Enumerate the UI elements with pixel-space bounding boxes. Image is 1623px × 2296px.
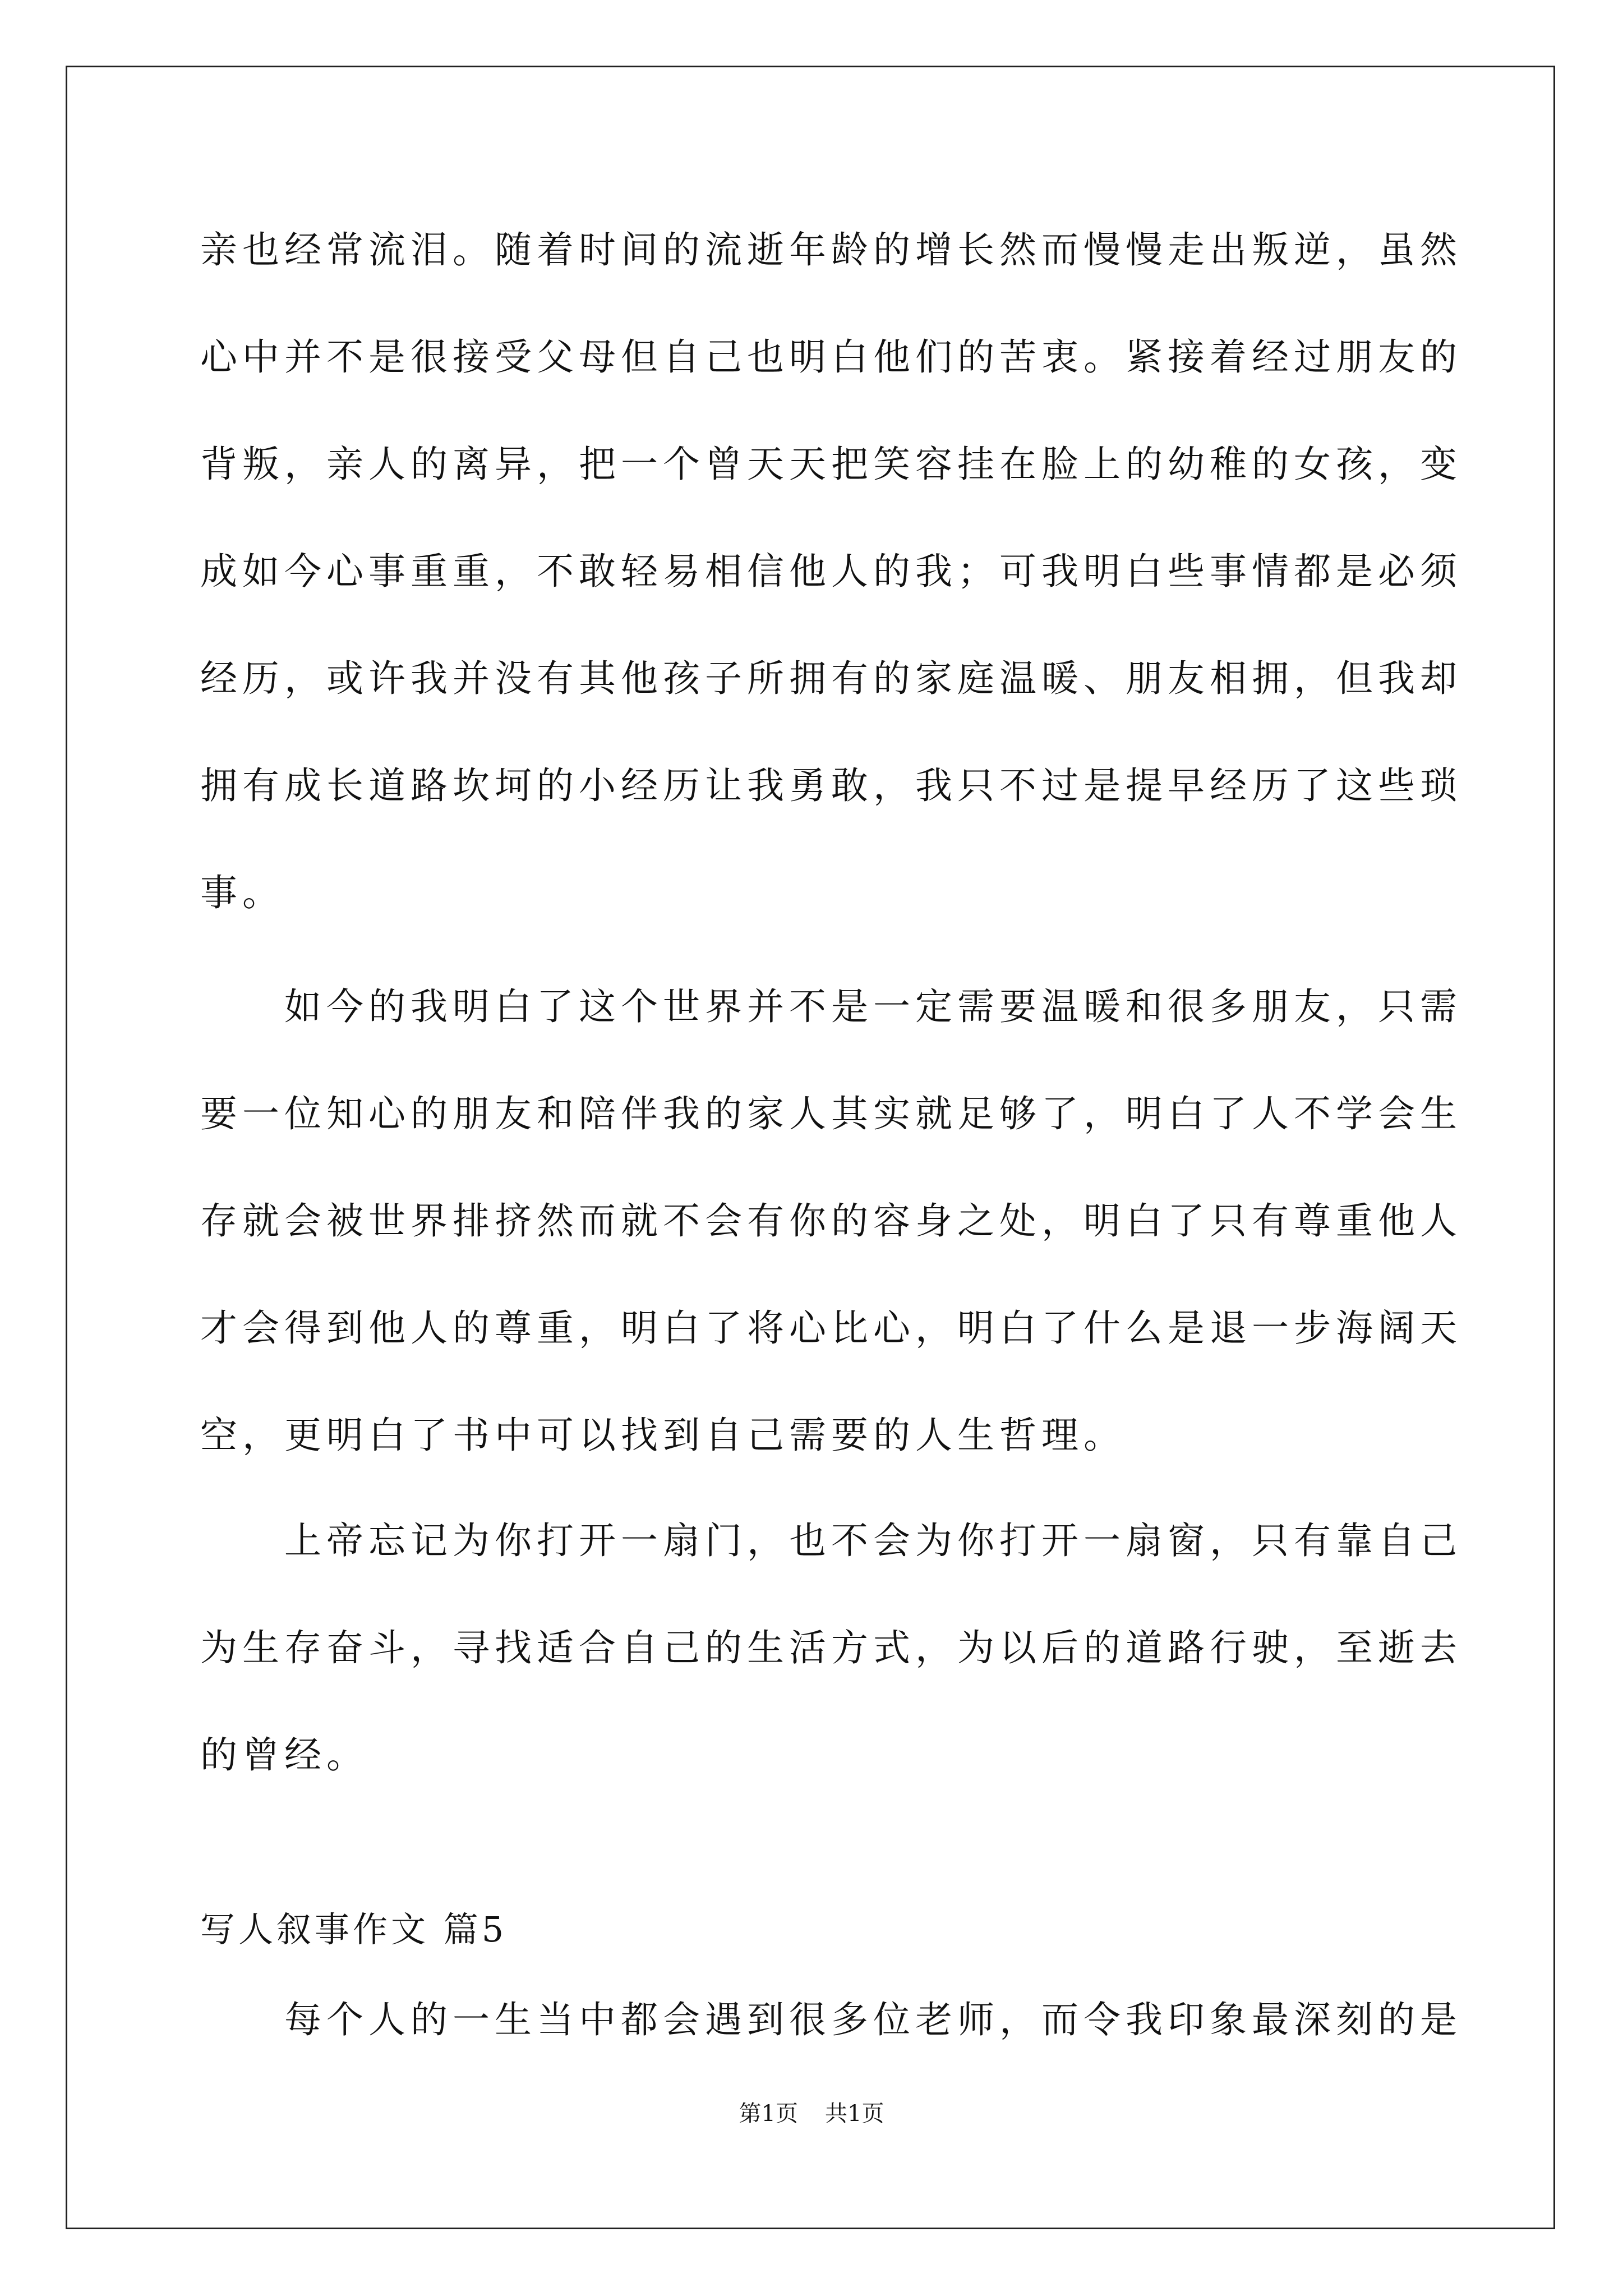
text-line: 的曾经。 <box>200 1733 368 1777</box>
text-line: 拥有成长道路坎坷的小经历让我勇敢，我只不过是提早经历了这些琐 <box>200 764 1462 807</box>
text-line: 要一位知心的朋友和陪伴我的家人其实就足够了，明白了人不学会生 <box>200 1092 1462 1135</box>
text-line: 为生存奋斗，寻找适合自己的生活方式，为以后的道路行驶，至逝去 <box>200 1626 1462 1669</box>
page-number: 第1页 <box>739 2101 798 2127</box>
text-line: 心中并不是很接受父母但自己也明白他们的苦衷。紧接着经过朋友的 <box>200 335 1462 379</box>
text-line: 事。 <box>200 871 284 914</box>
text-line: 如今的我明白了这个世界并不是一定需要温暖和很多朋友，只需 <box>200 985 1462 1028</box>
paragraph-1 <box>200 196 1462 946</box>
text-line: 亲也经常流泪。随着时间的流逝年龄的增长然而慢慢走出叛逆，虽然 <box>200 228 1462 272</box>
text-line: 才会得到他人的尊重，明白了将心比心，明白了什么是退一步海阔天 <box>200 1306 1462 1350</box>
text-line: 每个人的一生当中都会遇到很多位老师，而令我印象最深刻的是 <box>200 1998 1462 2041</box>
paragraph-4 <box>200 1966 1462 2073</box>
text-line: 背叛，亲人的离异，把一个曾天天把笑容挂在脸上的幼稚的女孩，变 <box>200 443 1462 486</box>
paragraph-2 <box>200 953 1462 1489</box>
page-footer <box>0 2097 1623 2131</box>
text-line: 空，更明白了书中可以找到自己需要的人生哲理。 <box>200 1414 1126 1457</box>
text-line: 存就会被世界排挤然而就不会有你的容身之处，明白了只有尊重他人 <box>200 1199 1462 1243</box>
page-total: 共1页 <box>825 2101 884 2127</box>
text-line: 经历，或许我并没有其他孩子所拥有的家庭温暖、朋友相拥，但我却 <box>200 657 1462 700</box>
section-heading: 写人叙事作文 篇5 <box>200 1909 508 1950</box>
paragraph-3 <box>200 1487 1462 1809</box>
text-line: 成如今心事重重，不敢轻易相信他人的我；可我明白些事情都是必须 <box>200 550 1462 593</box>
text-line: 上帝忘记为你打开一扇门，也不会为你打开一扇窗，只有靠自己 <box>200 1519 1462 1562</box>
